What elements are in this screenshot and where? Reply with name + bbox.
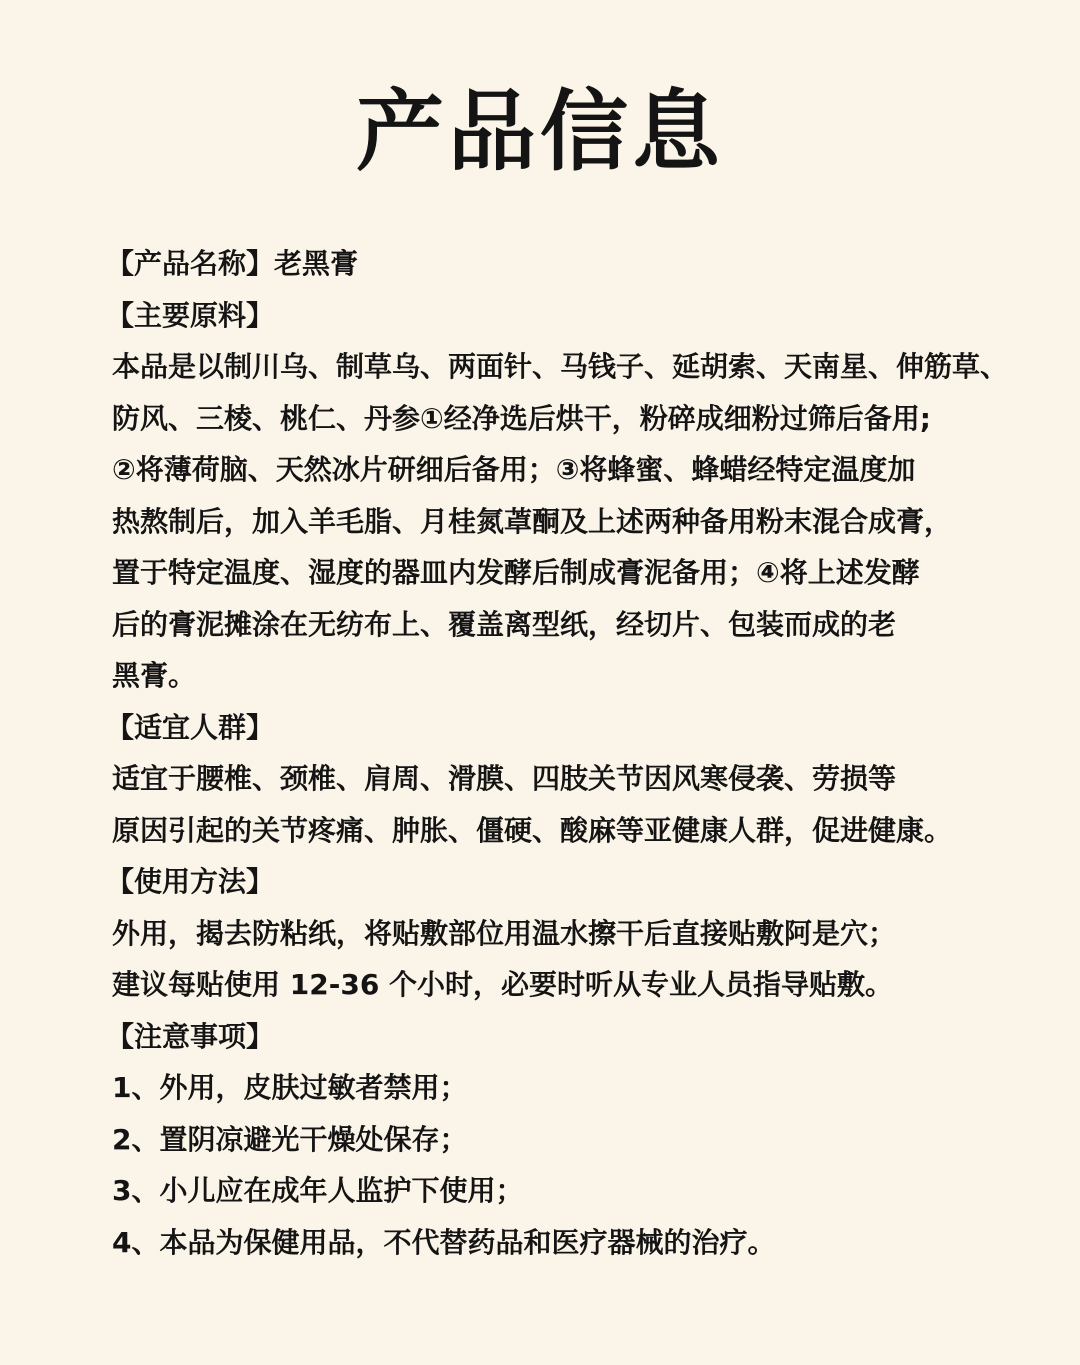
- note-item: 3、小儿应在成年人监护下使用；: [112, 1174, 524, 1207]
- page-title: 产品信息: [355, 80, 724, 183]
- usage-heading: 【使用方法】: [106, 865, 275, 898]
- note-item: 4、本品为保健用品，不代替药品和医疗器械的治疗。: [112, 1225, 776, 1259]
- ingredients-line: 防风、三棱、桃仁、丹参①经净选后烘干，粉碎成细粉过筛后备用;: [112, 401, 931, 435]
- suitable-people-line: 原因引起的关节疼痛、肿胀、僵硬、酸麻等亚健康人群，促进健康。: [112, 813, 953, 847]
- suitable-people-heading: 【适宜人群】: [106, 710, 275, 744]
- notes-heading: 【注意事项】: [106, 1019, 275, 1053]
- ingredients-line: 置于特定温度、湿度的器皿内发酵后制成膏泥备用；④将上述发酵: [112, 556, 920, 589]
- ingredients-line: 本品是以制川乌、制草乌、两面针、马钱子、延胡索、天南星、伸筋草、: [112, 350, 1009, 383]
- product-name-heading: 【产品名称】老黑膏: [106, 247, 359, 280]
- usage-line: 外用，揭去防粘纸，将贴敷部位用温水擦干后直接贴敷阿是穴；: [112, 916, 897, 950]
- note-item: 2、置阴凉避光干燥处保存；: [112, 1122, 468, 1156]
- ingredients-line: 黑膏。: [112, 659, 197, 692]
- suitable-people-line: 适宜于腰椎、颈椎、肩周、滑膜、四肢关节因风寒侵袭、劳损等: [112, 762, 897, 795]
- ingredients-line: 后的膏泥摊涂在无纺布上、覆盖离型纸，经切片、包装而成的老: [112, 607, 897, 641]
- ingredients-line: ②将薄荷脑、天然冰片研细后备用；③将蜂蜜、蜂蜡经特定温度加: [112, 453, 916, 486]
- ingredients-line: 热熬制后，加入羊毛脂、月桂氮䓬酮及上述两种备用粉末混合成膏，: [112, 504, 953, 538]
- usage-line: 建议每贴使用 12-36 个小时，必要时听从专业人员指导贴敷。: [112, 968, 894, 1001]
- note-item: 1、外用，皮肤过敏者禁用；: [112, 1071, 468, 1104]
- ingredients-heading: 【主要原料】: [106, 298, 275, 332]
- product-info-content: [106, 238, 1009, 1268]
